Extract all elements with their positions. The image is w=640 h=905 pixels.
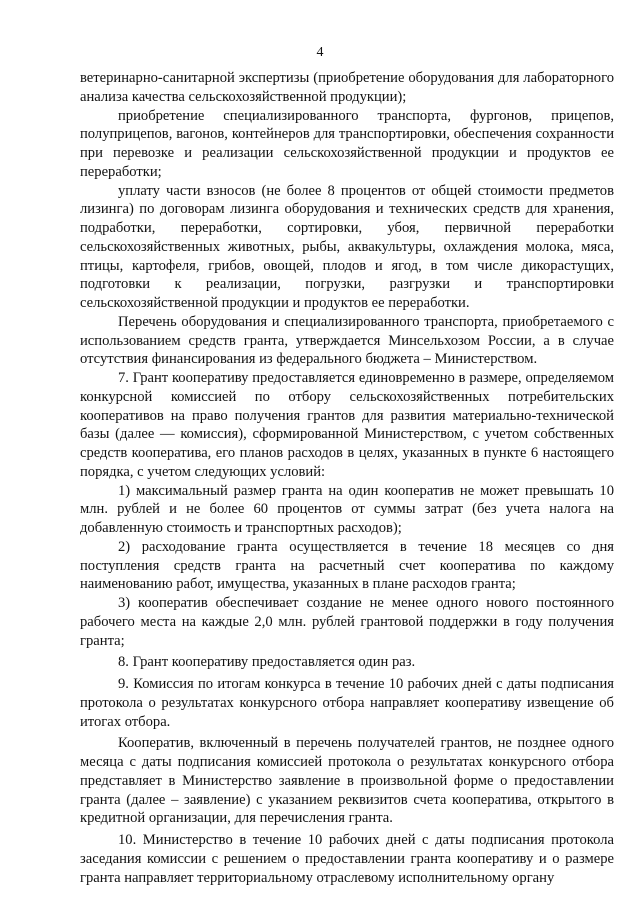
- paragraph-12: 10. Министерство в течение 10 рабочих дней с даты подписания протокола заседания комиссии с решением о предоставлении гранта кооперативу и о размере гранта направляет территориальному отраслевому исполнительному органу: [80, 832, 614, 886]
- paragraph-3: уплату части взносов (не более 8 процентов от общей стоимости предметов лизинга) по договорам лизинга оборудования и технических средств для хранения, подработки, переработки, сортировки, убоя, первичной переработки сельскохозяйственных животных, рыбы, аквакультуры, охлаждения молока, мяса, птицы, картофеля, грибов, овощей, плодов и ягод, в том числе дикорастущих, подготовки к реализации, погрузки, разгрузки и транспортировки сельскохозяйственной продукции и продуктов ее переработки.: [80, 182, 614, 311]
- paragraph-5: 7. Грант кооперативу предоставляется единовременно в размере, определяемом конкурсной комиссией по отбору сельскохозяйственных потребительских кооперативов на право получения грантов для развития материально-технической базы (далее — комиссия), сформированной Министерством, с учетом собственных средств кооператива, его планов расходов в целях, указанных в пункте 6 настоящего порядка, с учетом следующих условий:: [80, 370, 614, 480]
- paragraph-4: Перечень оборудования и специализированного транспорта, приобретаемого с использованием средств гранта, утверждается Минсельхозом России, а в случае отсутствия финансирования из федерального бюджета – Министерством.: [80, 313, 614, 368]
- paragraph-9: 8. Грант кооперативу предоставляется один раз.: [118, 654, 416, 671]
- paragraph-10: 9. Комиссия по итогам конкурса в течение 10 рабочих дней с даты подписания протокола о результатах конкурсного отбора направляет кооперативу извещение об итогах отбора.: [80, 676, 614, 730]
- paragraph-1: ветеринарно-санитарной экспертизы (приобретение оборудования для лабораторного анализа качества сельскохозяйственной продукции);: [80, 70, 614, 105]
- paragraph-2: приобретение специализированного транспорта, фургонов, прицепов, полуприцепов, вагонов, контейнеров для транспортировки, обеспечения сохранности при перевозке и реализации сельскохозяйственной продукции и продуктов ее переработки;: [80, 107, 614, 180]
- page-number: 4: [316, 45, 324, 60]
- paragraph-11: Кооператив, включенный в перечень получателей грантов, не позднее одного месяца с даты подписания комиссией протокола о результатах конкурсного отбора представляет в Министерство заявление в произвольной форме о предоставлении гранта (далее – заявление) с указанием реквизитов счета кооператива, открытого в кредитной организации, для перечисления гранта.: [80, 735, 614, 827]
- paragraph-7: 2) расходование гранта осуществляется в течение 18 месяцев со дня поступления средств гранта на расчетный счет кооператива по каждому наименованию работ, имущества, указанных в плане расходов гранта;: [80, 538, 614, 593]
- paragraph-8: 3) кооператив обеспечивает создание не менее одного нового постоянного рабочего места на каждые 2,0 млн. рублей грантовой поддержки в году получения гранта;: [80, 595, 614, 649]
- paragraph-6: 1) максимальный размер гранта на один кооператив не может превышать 10 млн. рублей и не более 60 процентов от суммы затрат (без учета налога на добавленную стоимость и транспортных расходов);: [80, 482, 614, 536]
- document-body: [80, 69, 614, 887]
